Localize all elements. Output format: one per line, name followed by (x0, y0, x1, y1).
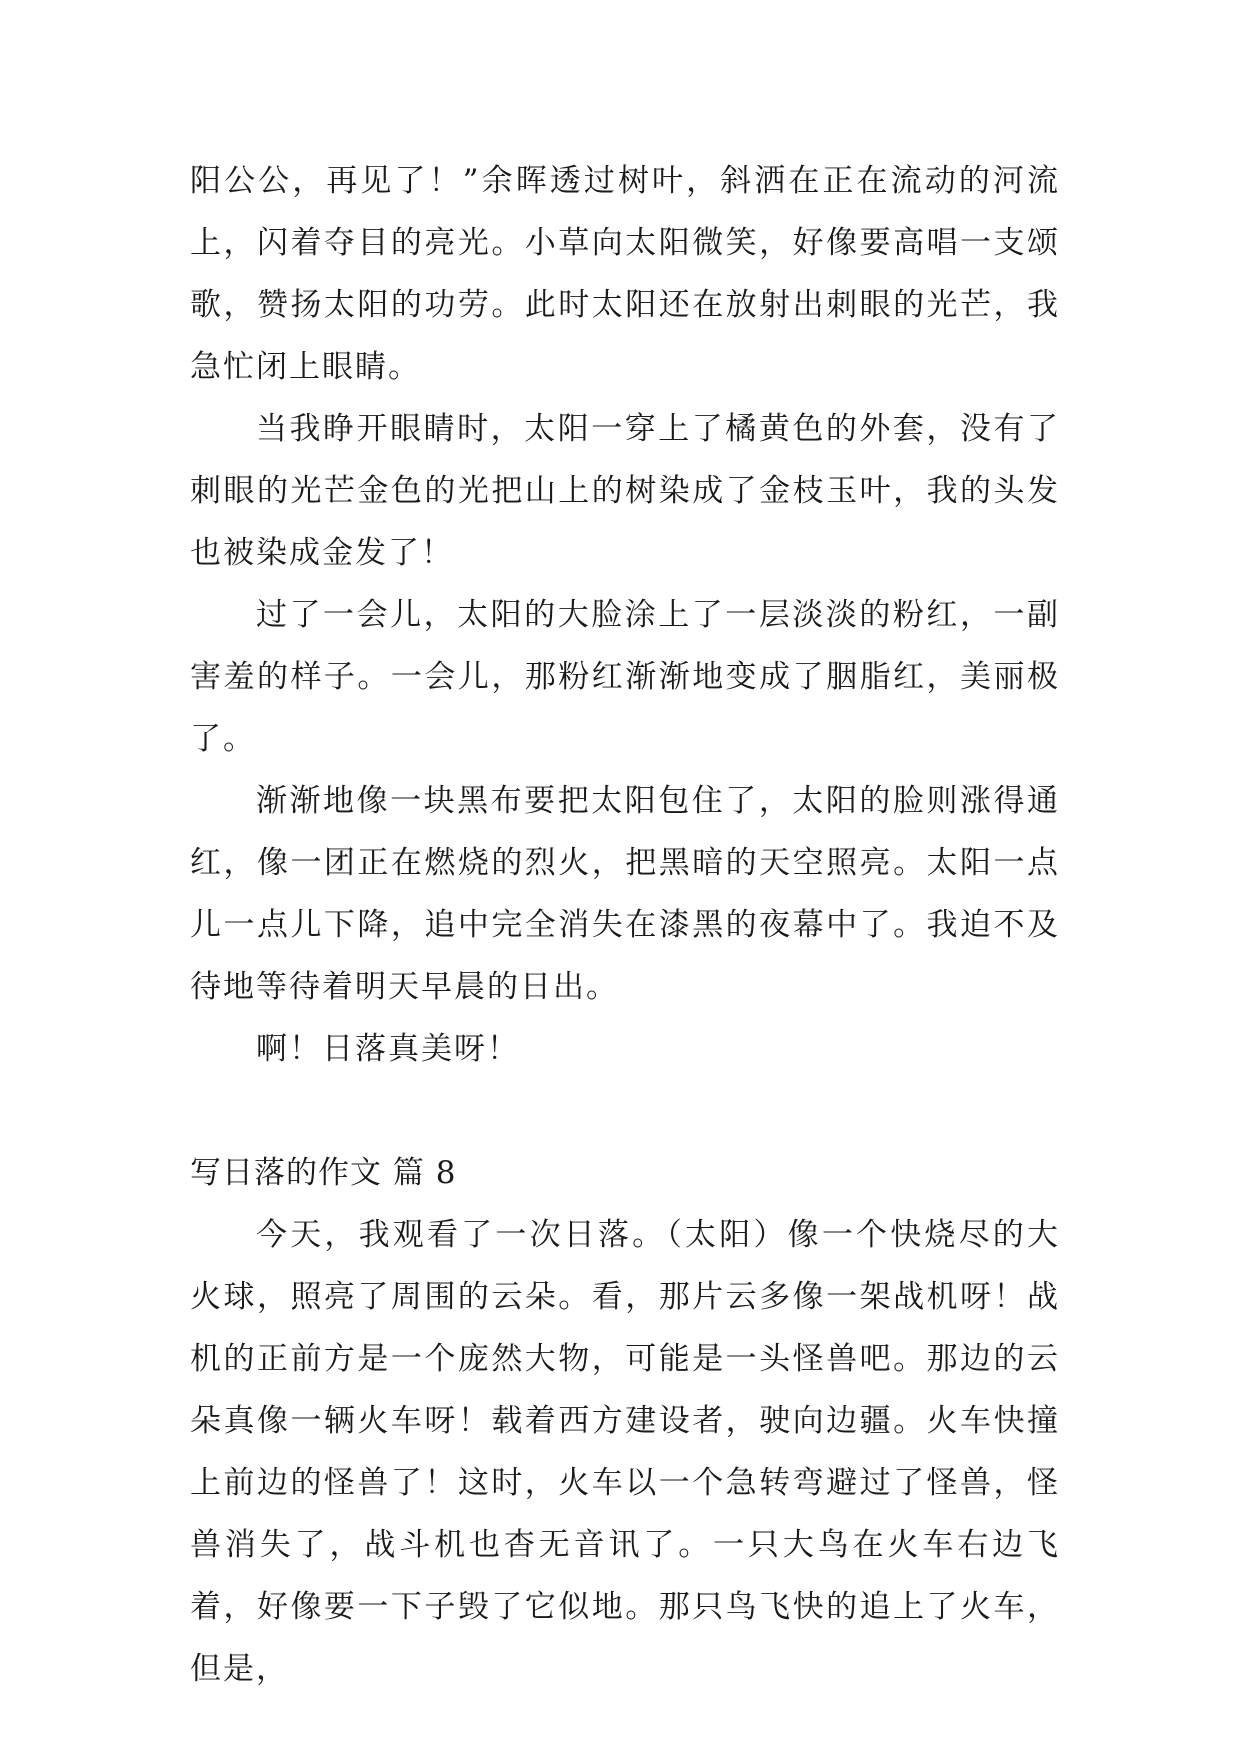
paragraph-sunset-fall: 渐渐地像一块黑布要把太阳包住了，太阳的脸则涨得通红，像一团正在燃烧的烈火，把黑暗的天空照亮。太阳一点儿一点儿下降，追中完全消失在漆黑的夜幕中了。我迫不及待地等待着明天早晨的日出。 (190, 783, 1060, 1005)
paragraph-essay-8: 今天，我观看了一次日落。（太阳）像一个快烧尽的大火球，照亮了周围的云朵。看，那片云多像一架战机呀！战机的正前方是一个庞然大物，可能是一头怪兽吧。那边的云朵真像一辆火车呀！载着西方建设者，驶向边疆。火车快撞上前边的怪兽了！这时，火车以一个急转弯避过了怪兽，怪兽消失了，战斗机也杳无音讯了。一只大鸟在火车右边飞着，好像要一下子毁了它似地。那只鸟飞快的追上了火车，但是， (190, 1217, 1060, 1687)
paragraph-opening-eyes: 当我睁开眼睛时，太阳一穿上了橘黄色的外套，没有了刺眼的光芒金色的光把山上的树染成了金枝玉叶，我的头发也被染成金发了！ (190, 411, 1060, 571)
paragraph-pink-face: 过了一会儿，太阳的大脸涂上了一层淡淡的粉红，一副害羞的样子。一会儿，那粉红渐渐地变成了胭脂红，美丽极了。 (190, 597, 1060, 757)
document-body (190, 150, 1060, 1700)
paragraph-exclamation: 啊！日落真美呀！ (256, 1031, 520, 1067)
section-spacer (190, 1080, 1060, 1142)
section-heading: 写日落的作文 篇 8 (190, 1155, 457, 1191)
paragraph-continuation: 阳公公，再见了！”余晖透过树叶，斜洒在正在流动的河流上，闪着夺目的亮光。小草向太阳微笑，好像要高唱一支颂歌，赞扬太阳的功劳。此时太阳还在放射出刺眼的光芒，我急忙闭上眼睛。 (190, 163, 1060, 385)
